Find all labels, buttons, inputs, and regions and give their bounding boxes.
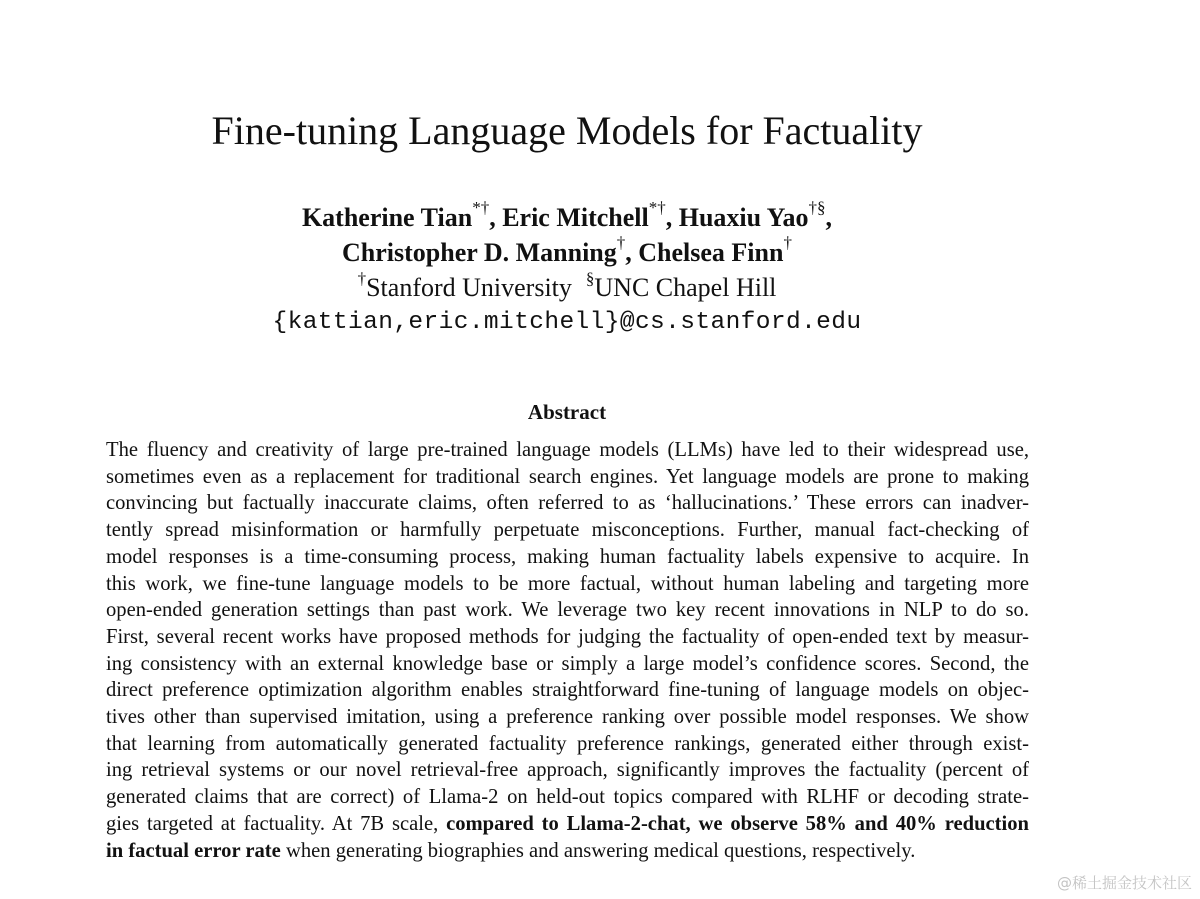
- author-name: Christopher D. Manning: [342, 238, 617, 267]
- author-name: Chelsea Finn: [638, 238, 784, 267]
- author-marks: †: [616, 233, 626, 253]
- abstract-line: this work, we fine-tune language models to be more factual, without human labeling and targeting more: [106, 572, 1029, 595]
- abstract-highlight: compared to Llama-2-chat, we observe 58% and 40% reduction: [446, 812, 1029, 835]
- author-line-1: [0, 200, 1134, 235]
- abstract-line: [106, 838, 1029, 865]
- author-marks: *†: [648, 198, 666, 218]
- abstract-line: First, several recent works have proposed methods for judging the factuality of open-ended text by measur-: [106, 625, 1029, 648]
- abstract-line: direct preference optimization algorithm enables straightforward fine-tuning of language models on objec-: [106, 679, 1029, 702]
- abstract-line: convincing but factually inaccurate claims, often referred to as ‘hallucinations.’ These errors can inadver-: [106, 492, 1029, 515]
- abstract-line: sometimes even as a replacement for traditional search engines. Yet language models are prone to making: [106, 465, 1029, 488]
- author-separator: ,: [665, 203, 679, 232]
- author-separator: ,: [625, 238, 639, 267]
- author-email: {kattian,eric.mitchell}@cs.stanford.edu: [272, 309, 862, 336]
- author-list: [0, 200, 1134, 270]
- author-name: Eric Mitchell: [502, 203, 649, 232]
- paper-title: Fine-tuning Language Models for Factuality: [211, 108, 923, 153]
- abstract-heading: Abstract: [527, 400, 607, 424]
- abstract-highlight: in factual error rate: [106, 839, 281, 862]
- author-name: Katherine Tian: [301, 203, 473, 232]
- abstract-text: gies targeted at factuality. At 7B scale,: [106, 812, 447, 835]
- abstract-line: model responses is a time-consuming process, making human factuality labels expensive to acquire. In: [106, 545, 1029, 568]
- watermark: @稀土掘金技术社区: [1056, 874, 1192, 892]
- abstract-line: tently spread misinformation or harmfully perpetuate misconceptions. Further, manual fact-checking of: [106, 519, 1029, 542]
- author-separator: ,: [825, 203, 833, 232]
- abstract-line: [106, 811, 1029, 838]
- affiliations: [0, 270, 1134, 305]
- affiliation-mark: †: [357, 269, 367, 289]
- author-marks: *†: [472, 198, 490, 218]
- abstract-line: generated claims that are correct) of Llama-2 on held-out topics compared with RLHF or decoding strate-: [106, 786, 1029, 809]
- author-separator: ,: [489, 203, 503, 232]
- abstract-line: ing consistency with an external knowledge base or simply a large model’s confidence scores. Second, the: [106, 652, 1029, 675]
- author-marks: †: [783, 233, 792, 253]
- abstract-text: when generating biographies and answering medical questions, respectively.: [280, 839, 916, 862]
- abstract-line: that learning from automatically generated factuality preference rankings, generated either through exist-: [106, 732, 1029, 755]
- abstract-line: ing retrieval systems or our novel retrieval-free approach, significantly improves the factuality (percent of: [106, 759, 1029, 782]
- author-name: Huaxiu Yao: [678, 203, 809, 232]
- affiliation-name: Stanford University: [366, 273, 572, 302]
- abstract-line: tives other than supervised imitation, using a preference ranking over possible model responses. We show: [106, 706, 1029, 729]
- author-line-2: [0, 235, 1134, 270]
- author-marks: †§: [808, 198, 826, 218]
- abstract-line: open-ended generation settings than past work. We leverage two key recent innovations in NLP to do so.: [106, 599, 1029, 622]
- affiliation-mark: §: [585, 269, 595, 289]
- abstract-body: [106, 437, 1029, 864]
- abstract-line: The fluency and creativity of large pre-trained language models (LLMs) have led to their widespread use,: [106, 439, 1029, 461]
- affiliation-name: UNC Chapel Hill: [594, 273, 777, 302]
